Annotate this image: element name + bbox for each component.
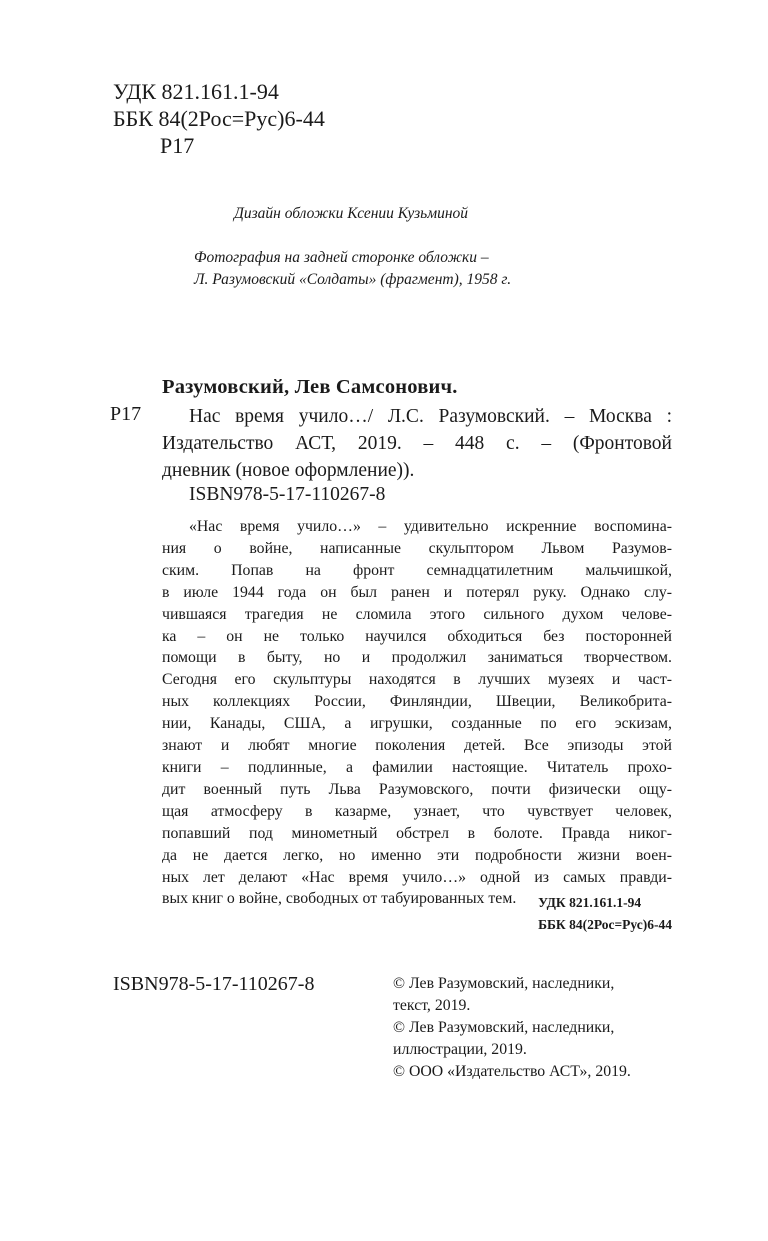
copyright-line: © Лев Разумовский, наследники, (393, 975, 615, 992)
isbn-record: ISBN978-5-17-110267-8 (189, 484, 386, 505)
copyright-block (393, 973, 683, 1083)
isbn-bottom: ISBN978-5-17-110267-8 (113, 973, 315, 995)
annotation-line: нии, Канады, США, а игрушки, созданные по его эскизам, (162, 715, 672, 733)
bbk-code: ББК 84(2Рос=Рус)6-44 (113, 106, 325, 131)
bbk-code-bottom: ББК 84(2Рос=Рус)6-44 (538, 917, 672, 932)
copyright-line: © Лев Разумовский, наследники, (393, 1019, 615, 1036)
author-heading: Разумовский, Лев Самсонович. (162, 376, 458, 398)
copyright-line: иллюстрации, 2019. (393, 1041, 527, 1058)
annotation-line: ных лет делают «Нас время учило…» одной из самых правди- (162, 868, 672, 886)
annotation-line: «Нас время учило…» – удивительно искренние воспомина- (189, 518, 672, 535)
bibliographic-description (162, 403, 672, 484)
annotation-line: книги – подлинные, а фамилии настоящие. Читатель прохо- (162, 758, 672, 776)
annotation-line: щая атмосферу в казарме, узнает, что чувствует человек, (162, 802, 672, 820)
annotation (162, 516, 672, 910)
bib-line: Нас время учило…/ Л.С. Разумовский. – Москва : (189, 406, 672, 427)
udk-code-bottom: УДК 821.161.1-94 (538, 895, 642, 910)
udk-code: УДК 821.161.1-94 (113, 79, 279, 104)
annotation-line: помощи в быту, но и продолжил заниматься творчеством. (162, 649, 672, 667)
index-codes (538, 892, 672, 936)
annotation-line: попавший под минометный обстрел в болоте. Правда никог- (162, 824, 672, 842)
photo-credit (194, 247, 511, 291)
photo-credit-line: Фотография на задней сторонке обложки – (194, 249, 489, 266)
annotation-line: знают и любят многие поколения детей. Все эпизоды этой (162, 737, 672, 755)
annotation-line: да не дается легко, но именно эти подробности жизни воен- (162, 846, 672, 864)
copyright-line: текст, 2019. (393, 997, 471, 1014)
bib-line: Издательство АСТ, 2019. – 448 с. – (Фронтовой (162, 433, 672, 454)
cover-design-credit: Дизайн обложки Ксении Кузьминой (234, 205, 469, 222)
copyright-line: © ООО «Издательство АСТ», 2019. (393, 1063, 631, 1080)
author-mark-record: Р17 (110, 403, 142, 425)
annotation-line: дит военный путь Льва Разумовского, почти физически ощу- (162, 780, 672, 798)
classification-header (113, 78, 325, 159)
annotation-line: ния о войне, написанные скульптором Львом Разумов- (162, 539, 672, 557)
bib-line: дневник (новое оформление)). (162, 460, 415, 481)
annotation-line: вых книг о войне, свободных от табуированных тем. (162, 890, 517, 908)
annotation-line: Сегодня его скульптуры находятся в лучших музеях и част- (162, 671, 672, 689)
annotation-line: ка – он не только научился обходиться без посторонней (162, 627, 672, 645)
annotation-line: ных коллекциях России, Финляндии, Швеции, Великобрита- (162, 693, 672, 711)
annotation-line: в июле 1944 года он был ранен и потерял руку. Однако слу- (162, 583, 672, 601)
annotation-line: чившаяся трагедия не сломила этого сильного духом челове- (162, 605, 672, 623)
annotation-line: ским. Попав на фронт семнадцатилетним мальчишкой, (162, 561, 672, 579)
photo-credit-line: Л. Разумовский «Солдаты» (фрагмент), 1958 г. (194, 271, 512, 288)
author-mark: Р17 (160, 133, 195, 158)
